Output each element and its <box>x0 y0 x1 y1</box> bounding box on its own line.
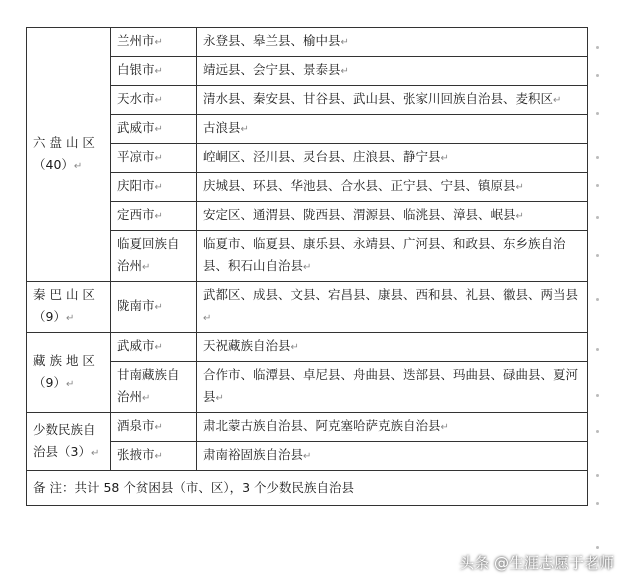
region-cell: 藏 族 地 区（9）↵ <box>27 333 111 413</box>
table-row <box>27 202 588 231</box>
table-row <box>27 282 588 333</box>
margin-dot <box>596 46 599 49</box>
table-row <box>27 28 588 57</box>
margin-dot <box>596 502 599 505</box>
table-row <box>27 144 588 173</box>
margin-dot <box>596 546 599 549</box>
table-row <box>27 442 588 471</box>
city-cell: 天水市↵ <box>111 86 197 115</box>
counties-cell: 崆峒区、泾川县、灵台县、庄浪县、静宁县↵ <box>197 144 588 173</box>
city-cell: 白银市↵ <box>111 57 197 86</box>
margin-dot <box>596 184 599 187</box>
counties-cell: 天祝藏族自治县↵ <box>197 333 588 362</box>
counties-cell: 安定区、通渭县、陇西县、渭源县、临洮县、漳县、岷县↵ <box>197 202 588 231</box>
city-cell: 庆阳市↵ <box>111 173 197 202</box>
counties-cell: 古浪县↵ <box>197 115 588 144</box>
table-row <box>27 173 588 202</box>
counties-cell: 靖远县、会宁县、景泰县↵ <box>197 57 588 86</box>
table-row <box>27 231 588 282</box>
region-cell: 六 盘 山 区（40）↵ <box>27 28 111 282</box>
table-row <box>27 86 588 115</box>
counties-cell: 合作市、临潭县、卓尼县、舟曲县、迭部县、玛曲县、碌曲县、夏河县↵ <box>197 362 588 413</box>
counties-cell: 武都区、成县、文县、宕昌县、康县、西和县、礼县、徽县、两当县↵ <box>197 282 588 333</box>
poverty-county-table <box>26 27 588 506</box>
watermark: 头条 @生涯志愿于老师 <box>459 554 614 572</box>
margin-dot <box>596 348 599 351</box>
table-row <box>27 115 588 144</box>
city-cell: 武威市↵ <box>111 333 197 362</box>
margin-dot <box>596 430 599 433</box>
city-cell: 兰州市↵ <box>111 28 197 57</box>
margin-dot <box>596 298 599 301</box>
table-row <box>27 413 588 442</box>
margin-dot <box>596 216 599 219</box>
counties-cell: 肃南裕固族自治县↵ <box>197 442 588 471</box>
table-row <box>27 471 588 506</box>
counties-cell: 临夏市、临夏县、康乐县、永靖县、广河县、和政县、东乡族自治县、积石山自治县↵ <box>197 231 588 282</box>
note-cell: 备 注：共计 58 个贫困县（市、区），3 个少数民族自治县 <box>27 471 588 506</box>
margin-dot <box>596 74 599 77</box>
counties-cell: 肃北蒙古族自治县、阿克塞哈萨克族自治县↵ <box>197 413 588 442</box>
table-row <box>27 57 588 86</box>
city-cell: 定西市↵ <box>111 202 197 231</box>
city-cell: 酒泉市↵ <box>111 413 197 442</box>
margin-dot <box>596 156 599 159</box>
table-row <box>27 333 588 362</box>
region-cell: 秦 巴 山 区（9）↵ <box>27 282 111 333</box>
margin-dot <box>596 474 599 477</box>
city-cell: 张掖市↵ <box>111 442 197 471</box>
table-row <box>27 362 588 413</box>
city-cell: 武威市↵ <box>111 115 197 144</box>
counties-cell: 清水县、秦安县、甘谷县、武山县、张家川回族自治县、麦积区↵ <box>197 86 588 115</box>
counties-cell: 庆城县、环县、华池县、合水县、正宁县、宁县、镇原县↵ <box>197 173 588 202</box>
city-cell: 甘南藏族自治州↵ <box>111 362 197 413</box>
margin-dot <box>596 394 599 397</box>
margin-dot <box>596 112 599 115</box>
city-cell: 陇南市↵ <box>111 282 197 333</box>
margin-dot <box>596 254 599 257</box>
city-cell: 临夏回族自治州↵ <box>111 231 197 282</box>
region-cell: 少数民族自治县（3）↵ <box>27 413 111 471</box>
counties-cell: 永登县、皋兰县、榆中县↵ <box>197 28 588 57</box>
city-cell: 平凉市↵ <box>111 144 197 173</box>
